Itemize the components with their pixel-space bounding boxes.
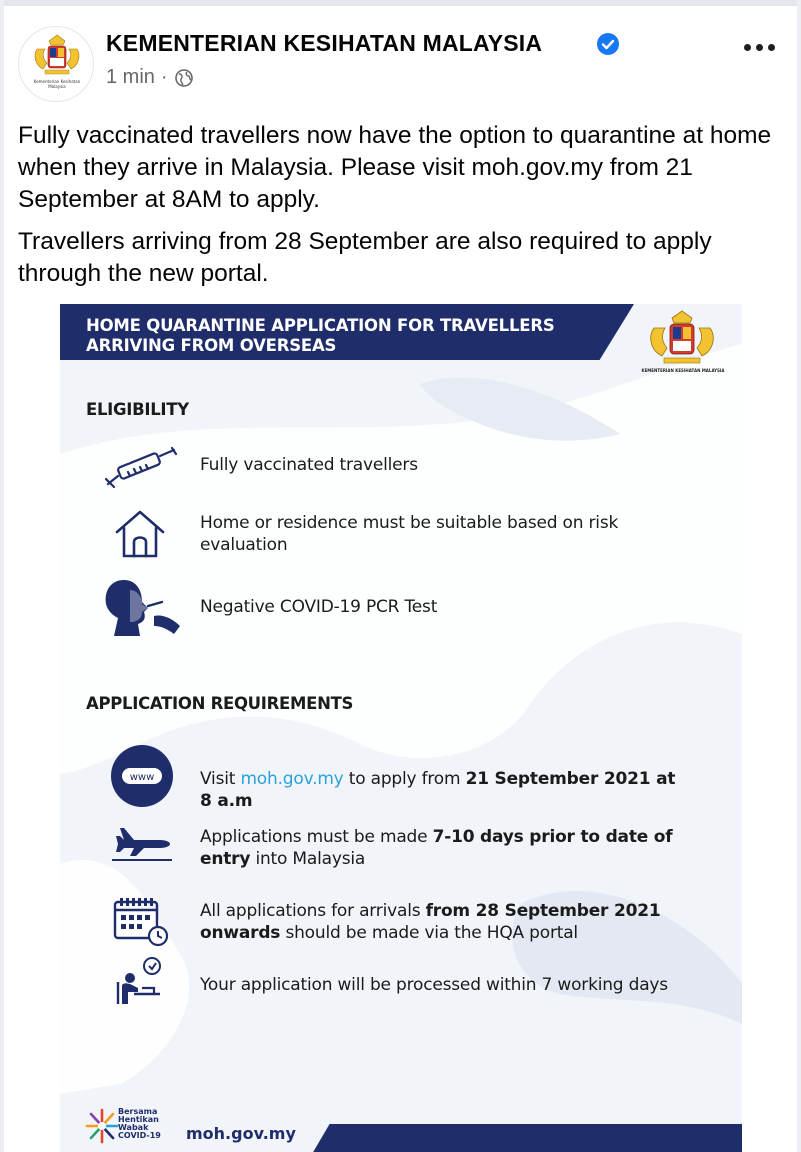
req3-pre: All applications for arrivals (200, 901, 426, 921)
req1-mid: to apply from (343, 769, 466, 789)
req2-pre: Applications must be made (200, 827, 433, 847)
covid-campaign-logo (84, 1104, 194, 1146)
background-shapes (60, 304, 742, 1152)
logo-text: Hentikan (118, 1115, 159, 1124)
syringe-icon (104, 446, 186, 490)
dot-icon (756, 44, 763, 51)
req2-post: into Malaysia (250, 849, 366, 869)
post-meta (106, 66, 194, 89)
logo-text: Wabak (118, 1123, 149, 1132)
right-edge (797, 0, 801, 1152)
post-paragraph: Fully vaccinated travellers now have the option to quarantine at home when they arrive in Malaysia. Please visit moh.gov.my from 21 September at 8AM to apply. (18, 122, 772, 213)
req2-bold: 7-10 days prior to date of entry (200, 827, 673, 869)
processing-desk-icon (114, 956, 166, 1008)
post-paragraph: Travellers arriving from 28 September are also required to apply through the new portal. (18, 228, 712, 287)
page-name[interactable]: KEMENTERIAN KESIHATAN MALAYSIA (106, 30, 543, 56)
sunburst-icon (84, 1106, 120, 1146)
eligibility-item: Home or residence must be suitable based on risk evaluation (200, 513, 619, 555)
requirement-item (200, 768, 680, 812)
post-header (18, 22, 788, 97)
more-options-button[interactable] (744, 44, 778, 58)
eligibility-item: Fully vaccinated travellers (200, 455, 418, 475)
req1-pre: Visit (200, 769, 241, 789)
req3-post: should be made via the HQA portal (280, 923, 578, 943)
logo-text: COVID-19 (118, 1131, 161, 1140)
footer-bar (312, 1124, 742, 1152)
top-edge (0, 0, 801, 6)
meta-separator: · (160, 66, 168, 88)
avatar-caption: Kementerian Kesihatan Malaysia (33, 79, 81, 89)
infographic-image[interactable] (60, 304, 742, 1152)
post-body (18, 120, 788, 300)
dot-icon (744, 44, 751, 51)
pcr-test-icon (100, 576, 184, 640)
www-icon (110, 744, 174, 808)
left-edge (0, 0, 4, 1152)
banner-title: HOME QUARANTINE APPLICATION FOR TRAVELLERS ARRIVING FROM OVERSEAS (86, 316, 555, 355)
home-icon (114, 508, 166, 560)
req3-bold: from 28 September 2021 onwards (200, 901, 661, 943)
footer-url: moh.gov.my (186, 1124, 296, 1143)
www-label: www (129, 772, 155, 783)
requirements-title: APPLICATION REQUIREMENTS (86, 694, 354, 713)
requirement-item: Your application will be processed within 7 working days (200, 975, 668, 995)
requirement-item (200, 900, 700, 944)
airplane-icon (110, 822, 176, 862)
crest-icon (19, 27, 94, 102)
dot-icon (768, 44, 775, 51)
verified-badge-icon (596, 32, 620, 56)
crest-caption: KEMENTERIAN KESIHATAN MALAYSIA (641, 368, 725, 373)
calendar-icon (112, 896, 172, 948)
page-avatar[interactable] (18, 26, 94, 102)
requirement-item (200, 826, 700, 870)
moh-link[interactable]: moh.gov.my (240, 769, 344, 789)
eligibility-title: ELIGIBILITY (86, 400, 189, 419)
req1-bold: 21 September 2021 at 8 a.m (200, 769, 676, 811)
globe-icon[interactable] (174, 68, 194, 88)
post-timestamp[interactable]: 1 min (106, 66, 155, 88)
logo-text: Bersama (118, 1107, 158, 1116)
eligibility-item: Negative COVID-19 PCR Test (200, 597, 438, 617)
